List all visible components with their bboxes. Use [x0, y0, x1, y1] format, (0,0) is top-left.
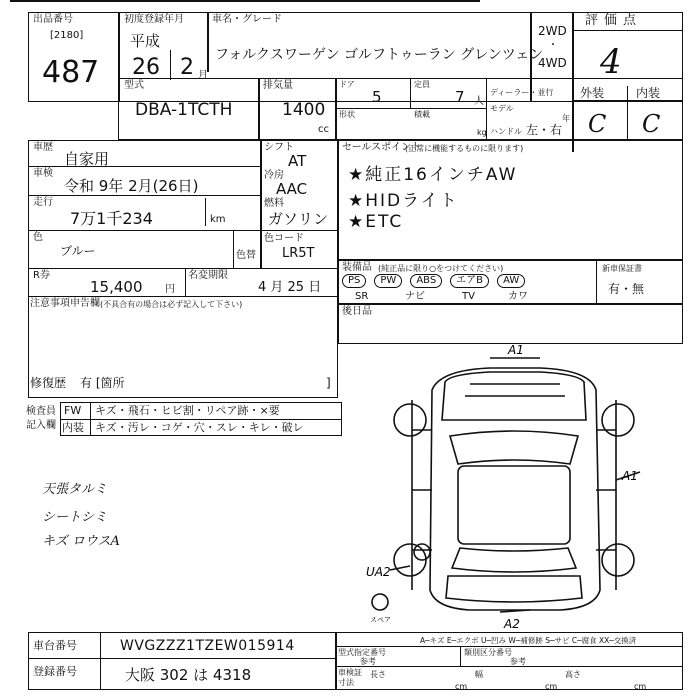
inspection-label: 車検: [33, 168, 53, 179]
selling-points-hint: (正常に機能するものに限ります): [405, 144, 524, 153]
post-install-block: [338, 304, 683, 344]
handwritten-note: キズ ロウスA: [42, 534, 120, 549]
car-outline: [430, 368, 600, 610]
width-label: 幅: [475, 670, 483, 679]
equipment-pw: PW: [374, 274, 402, 288]
recycle-label: R券: [33, 270, 50, 281]
car-damage-diagram: [350, 340, 690, 630]
handle-value: 左・右: [526, 123, 563, 137]
door-value: 5: [372, 88, 382, 106]
equipment-ps: PS: [342, 274, 366, 288]
lot-number: 487: [42, 55, 100, 90]
dims-label-2: 寸法: [338, 678, 354, 687]
shift-value: AT: [288, 152, 307, 170]
color-change-label: 色替: [236, 250, 256, 261]
handwritten-note: 天張タルミ: [42, 482, 108, 497]
interior-check-items: キズ・汚レ・コゲ・穴・スレ・キレ・破レ: [95, 421, 304, 434]
name-change-value: 4 月 25 日: [258, 280, 322, 295]
inspector-label-2: 記入欄: [26, 420, 56, 431]
post-install-label: 後日品: [342, 306, 372, 317]
first-reg-year: 26: [132, 55, 160, 80]
equipment-top-row: [342, 274, 594, 288]
inspection-value: 令和 9年 2月(26日): [64, 177, 199, 195]
repair-value: 有 [箇所: [80, 376, 125, 390]
wheel-front-left: [394, 404, 426, 436]
repair-label: 修復歴: [30, 376, 67, 390]
model-label: 型式: [124, 80, 144, 91]
shift-label: シフト: [264, 142, 294, 153]
drive-2wd: 2WD: [538, 24, 567, 38]
color-code-value: LR5T: [282, 246, 315, 261]
usage-label: 車歴: [33, 142, 53, 153]
fw-label: FW: [64, 404, 82, 417]
recycle-unit: 円: [165, 284, 175, 295]
equipment-tv: TV: [462, 291, 475, 302]
fw-items: キズ・飛石・ヒビ割・リペア跡・×要: [95, 404, 280, 417]
model-value: DBA-1TCTH: [135, 100, 233, 120]
drive-dot: ・: [548, 40, 558, 51]
equipment-leather: カワ: [508, 291, 528, 302]
first-reg-label: 初度登録年月: [124, 14, 184, 25]
mark-label: A1: [622, 469, 638, 483]
capacity-value: 7: [455, 88, 465, 106]
wheel-front-right: [602, 404, 634, 436]
new-car-warranty-value: 有・無: [608, 282, 645, 296]
width-unit: cm: [545, 682, 558, 691]
color-code-label: 色コード: [264, 233, 304, 244]
handle-label: ハンドル: [490, 127, 522, 136]
length-unit: cm: [455, 682, 468, 691]
selling-point-item: ★純正16インチAW: [348, 165, 518, 185]
displacement-value: 1400: [282, 100, 326, 120]
chassis-value: WVGZZZ1TZEW015914: [120, 638, 295, 654]
era: 平成: [130, 32, 161, 50]
equipment-abs: ABS: [410, 274, 442, 288]
shape-label: 形状: [339, 110, 355, 119]
color-value: ブルー: [60, 244, 96, 258]
capacity-unit: 人: [474, 96, 484, 107]
capacity-label: 定員: [414, 80, 430, 89]
notes-hint: (不具合有の場合は必ず記入して下さい): [100, 300, 243, 309]
handwritten-note: シートシミ: [42, 510, 108, 525]
car-name: フォルクスワーゲン ゴルフトゥーラン グレンツェン: [215, 47, 544, 63]
car-rear-window: [452, 548, 576, 572]
car-roof: [458, 466, 570, 544]
lot-label: 出品番号: [33, 14, 73, 25]
score-label: 評価点: [585, 13, 643, 28]
equipment-sr: SR: [355, 291, 369, 302]
reg-label: 登録番号: [33, 665, 77, 678]
lot-sub: [2180]: [50, 30, 84, 41]
interior-check-label: 内装: [62, 421, 84, 434]
mileage-label: 走行: [33, 197, 53, 208]
fuel-label: 燃料: [264, 198, 284, 209]
height-unit: cm: [634, 682, 647, 691]
selling-point-item: ★HIDライト: [348, 191, 459, 211]
height-label: 高さ: [565, 670, 581, 679]
score-value: 4: [600, 42, 622, 82]
ac-label: 冷房: [264, 170, 284, 181]
door-label: ドア: [339, 80, 355, 89]
model-spec-ref: 参考: [360, 657, 376, 666]
repair-close: ]: [326, 376, 331, 390]
equipment-airbag: エアB: [450, 274, 489, 288]
mark-label: UA2: [366, 565, 391, 579]
displacement-label: 排気量: [263, 80, 293, 91]
interior-label: 内装: [636, 86, 661, 100]
dealer-label: ディーラー・並行: [490, 88, 554, 97]
name-label: 車名・グレード: [212, 14, 282, 25]
chassis-label: 車台番号: [33, 639, 77, 652]
equipment-aw: AW: [497, 274, 525, 288]
wheel-rear-right: [602, 544, 634, 576]
interior-grade: C: [642, 110, 661, 138]
model-year-label: モデル: [490, 104, 514, 113]
model-spec-label: 型式指定番号: [338, 648, 386, 657]
spare-label: スペア: [370, 616, 391, 624]
car-trunk: [446, 576, 582, 602]
mark-label: A1: [508, 343, 524, 357]
first-reg-month: 2: [180, 55, 194, 80]
class-ref: 参考: [510, 657, 526, 666]
ac-value: AAC: [276, 180, 308, 198]
drive-4wd: 4WD: [538, 56, 567, 70]
mark-label: A2: [504, 617, 520, 630]
exterior-label: 外装: [580, 86, 605, 100]
mark-ua2-circle: [414, 544, 430, 560]
mileage-value: 7万1千234: [70, 209, 153, 228]
selling-points-label: セールスポイント: [342, 142, 422, 153]
exterior-grade: C: [588, 110, 607, 138]
selling-point-item: ★ETC: [348, 212, 404, 232]
km-unit: km: [210, 214, 226, 225]
new-car-warranty-label: 新車保証書: [602, 264, 642, 273]
top-border: [10, 0, 480, 2]
usage-value: 自家用: [64, 150, 110, 168]
recycle-value: 15,400: [90, 278, 143, 296]
equipment-hint: (純正品に限り○をつけてください): [378, 264, 504, 273]
spare-wheel: [372, 594, 388, 610]
car-windshield: [450, 431, 578, 464]
equipment-navi: ナビ: [405, 291, 425, 302]
notes-label: 注意事項申告欄: [30, 298, 100, 309]
fuel-value: ガソリン: [268, 210, 329, 228]
class-label: 類別区分番号: [464, 648, 512, 657]
month-unit: 月: [198, 70, 208, 81]
model-year-unit: 年: [562, 114, 570, 123]
name-change-label: 名変期限: [188, 270, 228, 281]
equipment-label: 装備品: [342, 262, 372, 273]
reg-value: 大阪 302 は 4318: [125, 666, 252, 684]
color-label: 色: [33, 232, 43, 243]
inspector-label-1: 検査員: [26, 406, 56, 417]
length-label: 長さ: [370, 670, 386, 679]
load-label: 積載: [414, 110, 430, 119]
dims-label: 車検証: [338, 668, 362, 677]
cc-unit: cc: [318, 124, 329, 135]
kg-unit: kg: [477, 128, 487, 137]
damage-legend: A─キズ E─エクボ U─凹み W─補修跡 S─サビ C─腐食 XX─交換済: [420, 636, 637, 645]
